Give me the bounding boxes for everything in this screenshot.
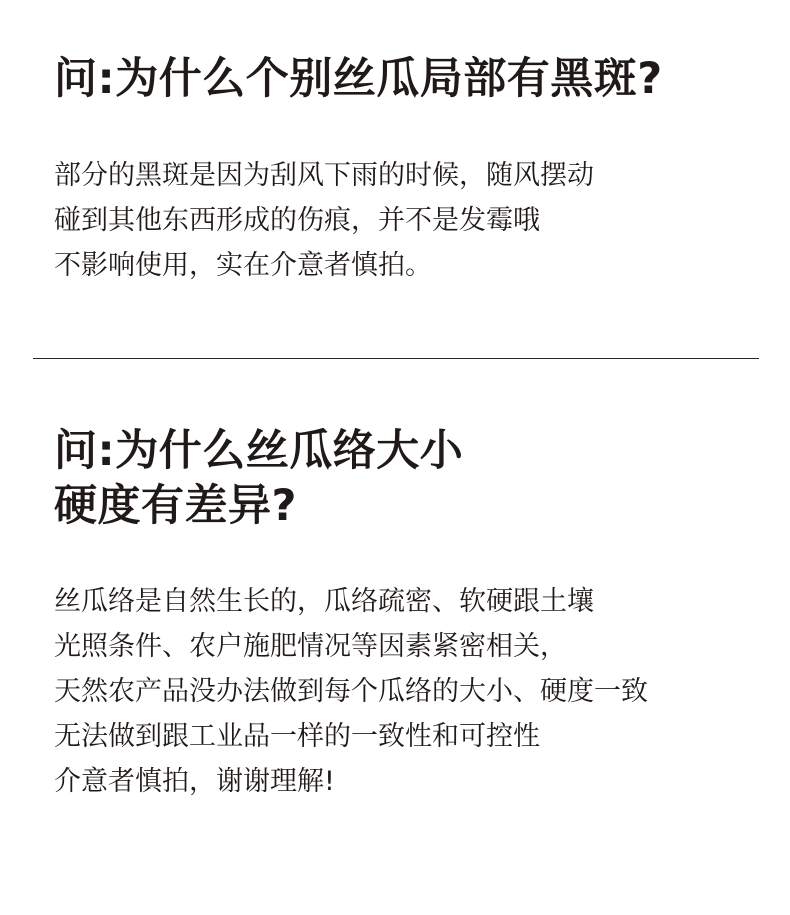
answer-line: 部分的黑斑是因为刮风下雨的时候，随风摆动 — [54, 160, 594, 192]
question-line: 硬度有差异? — [54, 481, 297, 532]
answer-line: 碰到其他东西形成的伤痕，并不是发霉哦 — [54, 205, 540, 237]
faq-section-black-spots — [54, 52, 760, 288]
answer-line: 无法做到跟工业品一样的一致性和可控性 — [54, 721, 540, 753]
answer-text — [54, 153, 760, 288]
answer-line: 不影响使用，实在介意者慎拍。 — [54, 250, 432, 282]
section-divider — [33, 358, 759, 359]
answer-text — [54, 579, 760, 804]
answer-line: 天然农产品没办法做到每个瓜络的大小、硬度一致 — [54, 676, 648, 708]
question-heading: 问:为什么个别丝瓜局部有黑斑? — [54, 54, 663, 104]
question-heading — [54, 424, 760, 534]
answer-line: 丝瓜络是自然生长的，瓜络疏密、软硬跟土壤 — [54, 586, 594, 618]
answer-line: 介意者慎拍，谢谢理解! — [54, 766, 335, 798]
answer-line: 光照条件、农户施肥情况等因素紧密相关， — [54, 631, 567, 663]
question-line: 问:为什么丝瓜络大小 — [54, 426, 464, 476]
faq-section-size-hardness — [54, 424, 760, 804]
